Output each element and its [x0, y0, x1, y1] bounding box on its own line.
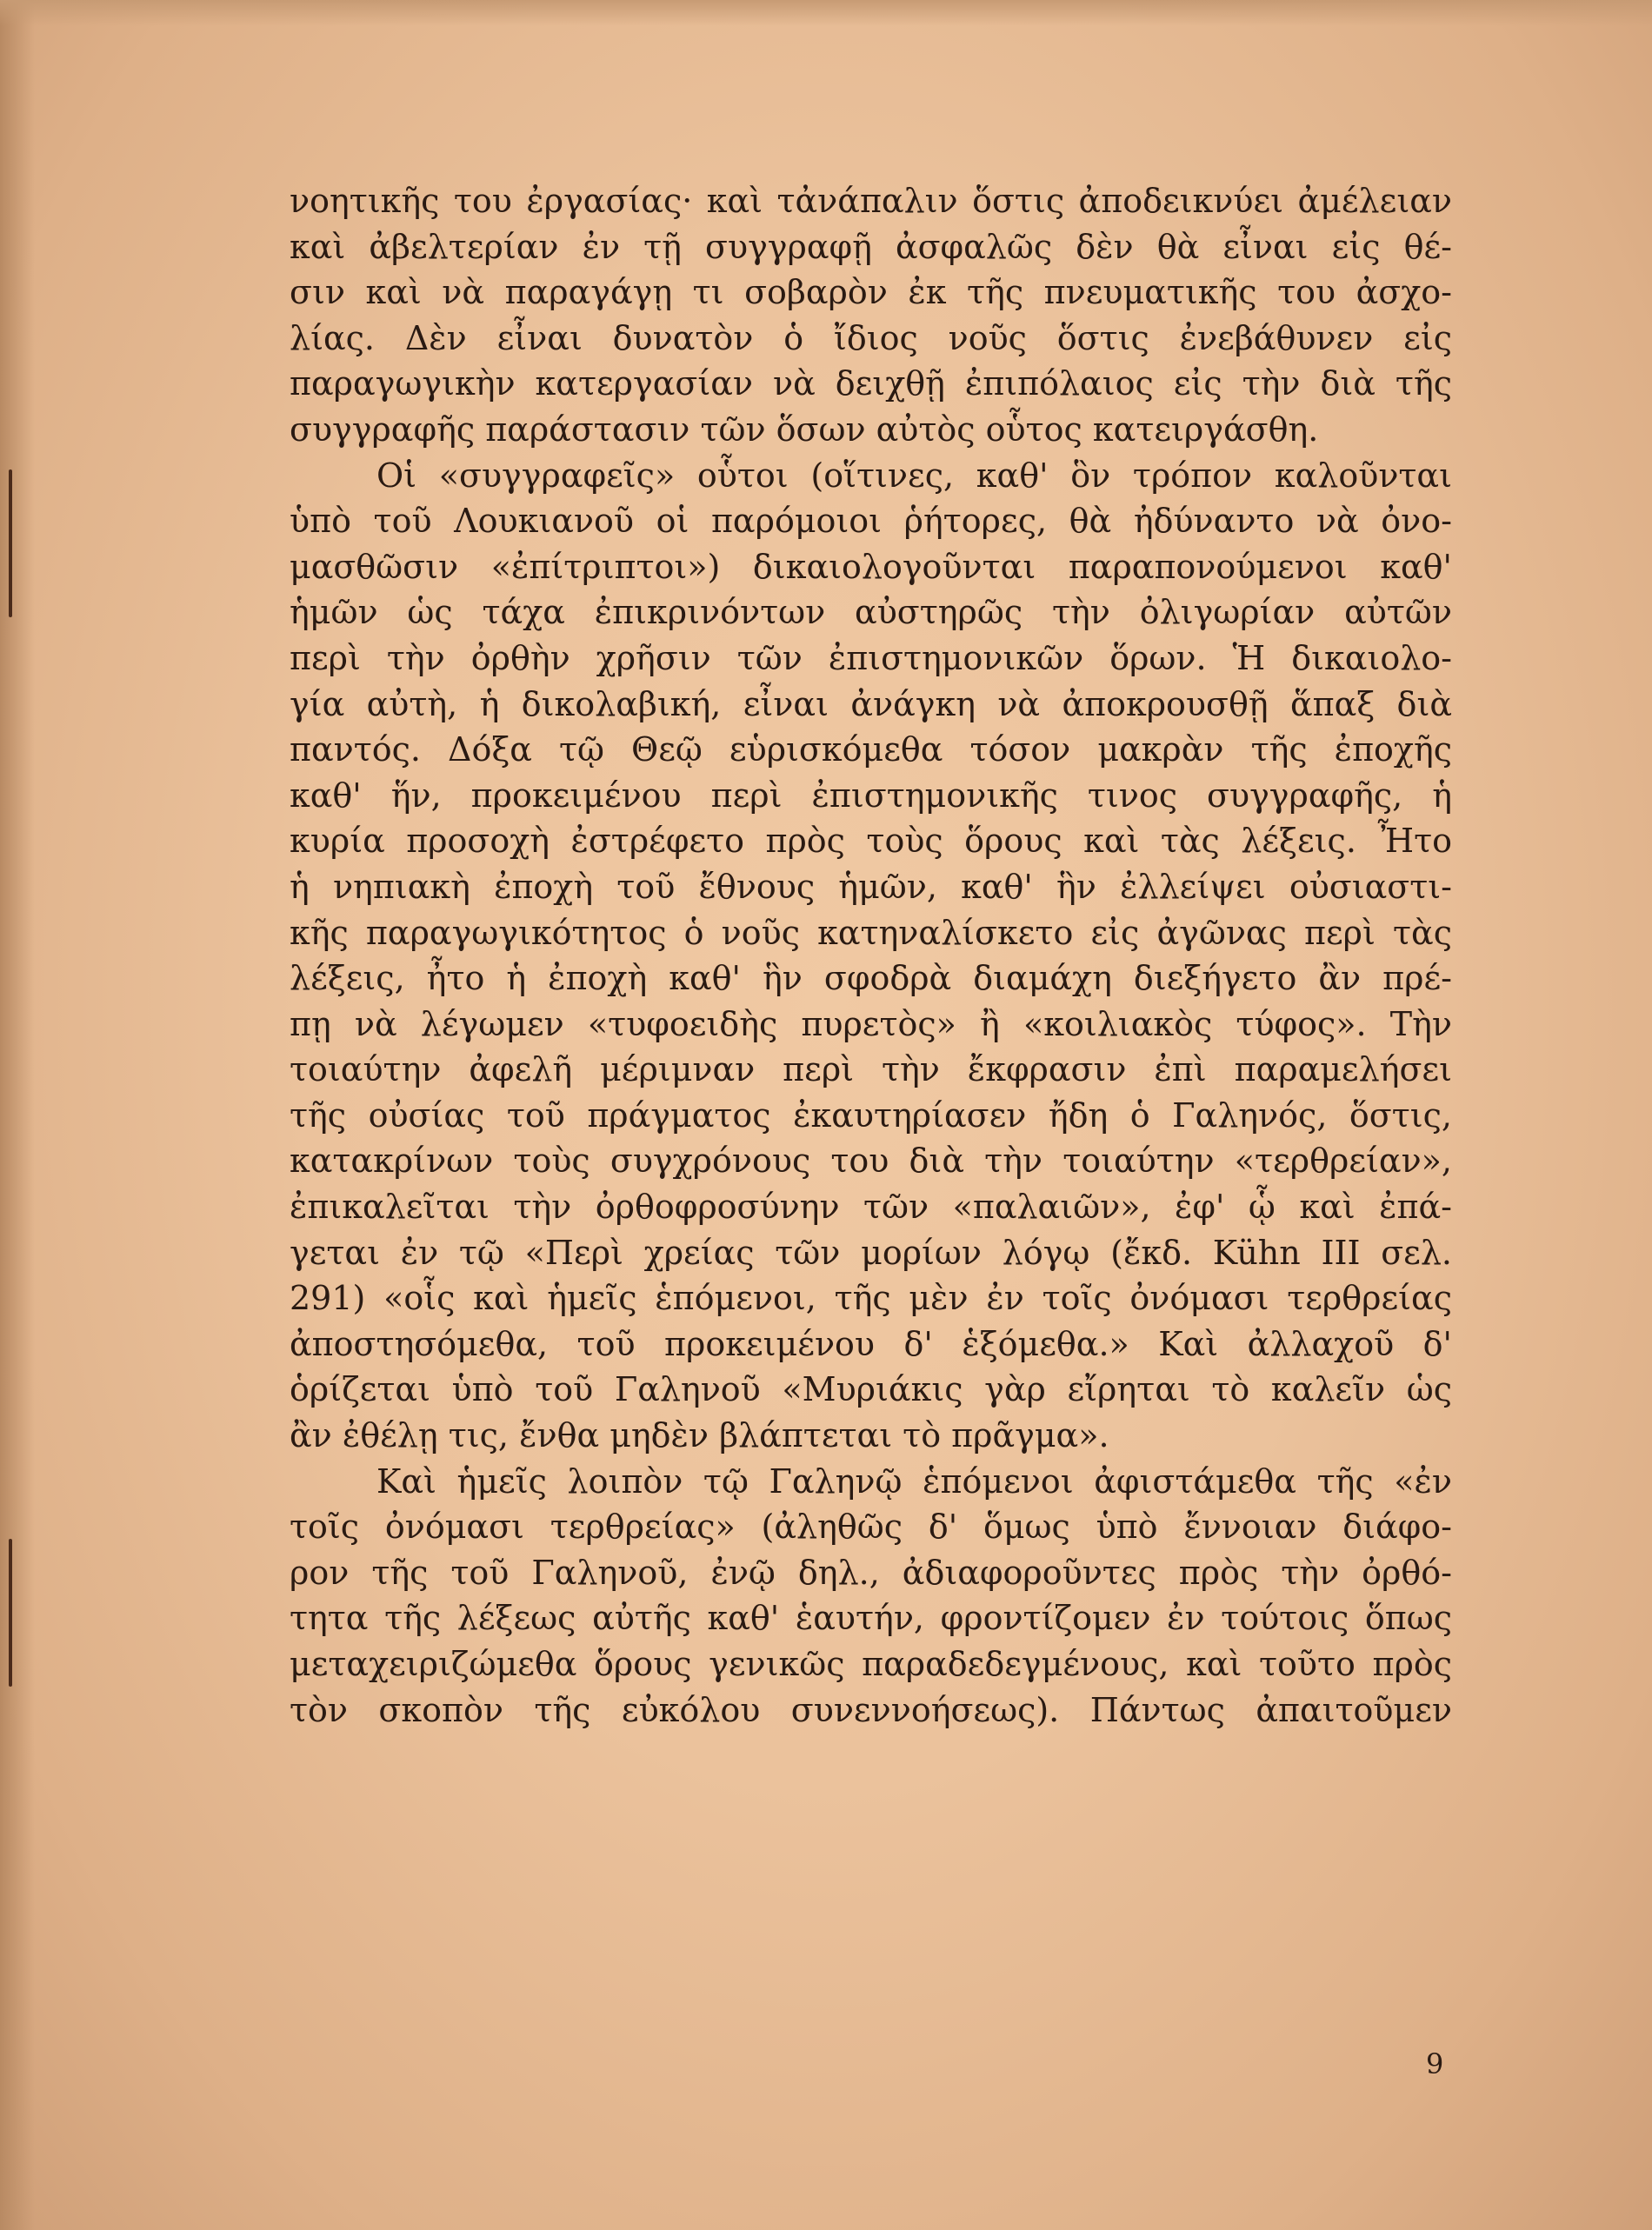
text-line: μεταχειριζώμεθα ὅρους γενικῶς παραδεδεγμένους, καὶ τοῦτο πρὸς — [290, 1645, 1452, 1683]
text-line: ἡμῶν ὡς τάχα ἐπικρινόντων αὐστηρῶς τὴν ὀλιγωρίαν αὐτῶν — [290, 593, 1452, 632]
page-edge-shadow — [0, 0, 35, 2230]
text-line: ὑπὸ τοῦ Λουκιανοῦ οἱ παρόμοιοι ῥήτορες, θὰ ἠδύναντο νὰ ὀνο- — [290, 502, 1452, 541]
text-line: τοῖς ὀνόμασι τερθρείας» (ἀληθῶς δ' ὅμως ὑπὸ ἔννοιαν διάφο- — [290, 1508, 1452, 1547]
text-line: γία αὐτὴ, ἡ δικολαβική, εἶναι ἀνάγκη νὰ ἀποκρουσθῇ ἅπαξ διὰ — [290, 684, 1452, 723]
text-line: πῃ νὰ λέγωμεν «τυφοειδὴς πυρετὸς» ἢ «κοιλιακὸς τύφος». Τὴν — [290, 1004, 1452, 1043]
text-line: συγγραφῆς παράστασιν τῶν ὅσων αὐτὸς οὗτος κατειργάσθη. — [290, 409, 1319, 449]
text-line: καθ' ἥν, προκειμένου περὶ ἐπιστημονικῆς τινος συγγραφῆς, ἡ — [290, 776, 1452, 815]
text-line: τοιαύτην ἀφελῆ μέριμναν περὶ τὴν ἔκφρασιν ἐπὶ παραμελήσει — [290, 1050, 1452, 1089]
text-line: περὶ τὴν ὀρθὴν χρῆσιν τῶν ἐπιστημονικῶν ὅρων. Ἡ δικαιολο- — [290, 638, 1452, 677]
text-line: 291) «οἷς καὶ ἡμεῖς ἑπόμενοι, τῆς μὲν ἐν τοῖς ὀνόμασι τερθρείας — [290, 1279, 1452, 1318]
text-line: νοητικῆς του ἐργασίας· καὶ τἀνάπαλιν ὅστις ἀποδεικνύει ἀμέλειαν — [290, 182, 1452, 220]
text-line: τῆς οὐσίας τοῦ πράγματος ἐκαυτηρίασεν ἤδη ὁ Γαληνός, ὅστις, — [290, 1095, 1452, 1135]
binding-mark — [9, 469, 12, 617]
page-top-shadow — [0, 0, 1652, 26]
text-line: ὁρίζεται ὑπὸ τοῦ Γαληνοῦ «Μυριάκις γὰρ εἴρηται τὸ καλεῖν ὡς — [290, 1370, 1452, 1409]
text-line: ρον τῆς τοῦ Γαληνοῦ, ἐνῷ δηλ., ἀδιαφοροῦντες πρὸς τὴν ὀρθό- — [290, 1553, 1452, 1592]
text-line: κῆς παραγωγικότητος ὁ νοῦς κατηναλίσκετο εἰς ἀγῶνας περὶ τὰς — [290, 913, 1452, 952]
text-line: ἂν ἐθέλῃ τις, ἔνθα μηδὲν βλάπτεται τὸ πρᾶγμα». — [290, 1416, 1109, 1455]
text-line: λέξεις, ἦτο ἡ ἐποχὴ καθ' ἣν σφοδρὰ διαμάχη διεξήγετο ἂν πρέ- — [290, 959, 1452, 998]
text-line: σιν καὶ νὰ παραγάγῃ τι σοβαρὸν ἐκ τῆς πνευματικῆς του ἀσχο- — [290, 273, 1452, 312]
text-line: καὶ ἀβελτερίαν ἐν τῇ συγγραφῇ ἀσφαλῶς δὲν θὰ εἶναι εἰς θέ- — [290, 227, 1452, 266]
text-line: παντός. Δόξα τῷ Θεῷ εὑρισκόμεθα τόσον μακρὰν τῆς ἐποχῆς — [290, 730, 1452, 769]
page-number: 9 — [1426, 2047, 1444, 2080]
text-line: κατακρίνων τοὺς συγχρόνους του διὰ τὴν τοιαύτην «τερθρείαν», — [290, 1142, 1452, 1181]
text-line: γεται ἐν τῷ «Περὶ χρείας τῶν μορίων λόγῳ (ἔκδ. Kühn III σελ. — [290, 1233, 1452, 1272]
text-line: μασθῶσιν «ἐπίτριπτοι») δικαιολογοῦνται παραπονούμενοι καθ' — [290, 547, 1452, 586]
text-line: παραγωγικὴν κατεργασίαν νὰ δειχθῇ ἐπιπόλαιος εἰς τὴν διὰ τῆς — [290, 364, 1452, 403]
text-line: ἀποστησόμεθα, τοῦ προκειμένου δ' ἑξόμεθα.» Καὶ ἀλλαχοῦ δ' — [290, 1324, 1452, 1363]
text-line: ἡ νηπιακὴ ἐποχὴ τοῦ ἔθνους ἡμῶν, καθ' ἣν ἐλλείψει οὐσιαστι- — [290, 867, 1452, 906]
text-line: Οἱ «συγγραφεῖς» οὗτοι (οἵτινες, καθ' ὃν τρόπον καλοῦνται — [376, 456, 1452, 495]
binding-mark — [9, 1539, 12, 1687]
text-line: τὸν σκοπὸν τῆς εὐκόλου συνεννοήσεως). Πάντως ἀπαιτοῦμεν — [290, 1690, 1452, 1729]
body-text — [290, 178, 1452, 1733]
text-line: τητα τῆς λέξεως αὐτῆς καθ' ἑαυτήν, φροντίζομεν ἐν τούτοις ὅπως — [290, 1599, 1452, 1638]
text-line: κυρία προσοχὴ ἐστρέφετο πρὸς τοὺς ὅρους καὶ τὰς λέξεις. Ἦτο — [290, 822, 1452, 861]
text-line: λίας. Δὲν εἶναι δυνατὸν ὁ ἴδιος νοῦς ὅστις ἐνεβάθυνεν εἰς — [290, 318, 1452, 357]
text-line: ἐπικαλεῖται τὴν ὀρθοφροσύνην τῶν «παλαιῶν», ἐφ' ᾧ καὶ ἐπά- — [290, 1188, 1452, 1227]
text-line: Καὶ ἡμεῖς λοιπὸν τῷ Γαληνῷ ἑπόμενοι ἀφιστάμεθα τῆς «ἐν — [376, 1461, 1452, 1501]
